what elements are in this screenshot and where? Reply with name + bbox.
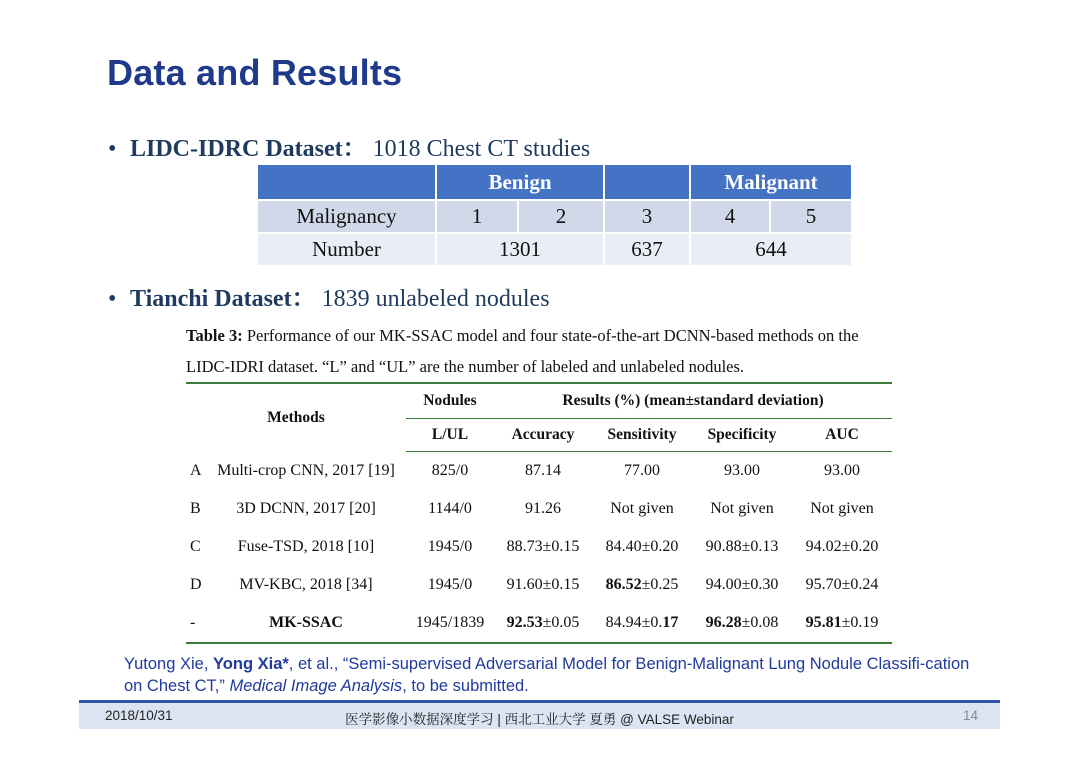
table-cell: Number (258, 234, 435, 265)
dataset-header-row (258, 165, 851, 199)
row-method: MK-SSAC (269, 614, 343, 631)
reference-title: , et al., “Semi-supervised Adversarial Model for Benign-Malignant Lung Nodule Classifi-cation on Chest CT,” (124, 655, 970, 695)
value-bold: 96.28 (705, 614, 742, 631)
header-results-group: Results (%) (mean±standard deviation) (494, 384, 892, 419)
reference-corresponding-author: Yong Xia* (213, 655, 289, 673)
header-lul: L/UL (406, 419, 494, 452)
dataset-table (256, 163, 853, 267)
value-rest: ±0.25 (641, 576, 679, 593)
row-lul: 1945/0 (427, 538, 473, 555)
row-auc: 95.70±0.24 (805, 576, 879, 593)
results-table (186, 384, 892, 642)
row-method: Multi-crop CNN, 2017 [19] (217, 461, 395, 479)
header-sensitivity: Sensitivity (592, 419, 692, 452)
row-accuracy (494, 604, 592, 642)
caption-text: Performance of our MK-SSAC model and four state-of-the-art DCNN-based methods on the LIDC-IDRI dataset. “L” and “UL” are the number of labeled and unlabeled nodules. (186, 326, 859, 376)
value-bold: 92.53 (506, 614, 543, 631)
row-auc: 94.02±0.20 (805, 538, 879, 555)
row-specificity: 94.00±0.30 (705, 576, 779, 593)
row-specificity: Not given (710, 500, 774, 517)
row-sensitivity (592, 604, 692, 642)
header-specificity: Specificity (692, 419, 792, 452)
row-sensitivity (592, 566, 692, 604)
bullet-lidc-label: LIDC-IDRC Dataset： (130, 136, 367, 162)
row-specificity (692, 604, 792, 642)
row-method: 3D DCNN, 2017 [20] (236, 500, 376, 517)
results-header-row-1 (186, 384, 892, 419)
row-id: C (190, 538, 201, 555)
dataset-header-empty-mid (605, 165, 689, 199)
row-specificity: 90.88±0.13 (705, 538, 779, 555)
table-cell: 637 (605, 234, 689, 265)
dataset-header-empty (258, 165, 435, 199)
row-lul: 1945/1839 (415, 614, 485, 631)
row-accuracy: 88.73±0.15 (506, 538, 580, 555)
row-specificity: 93.00 (724, 462, 760, 479)
row-sensitivity: 77.00 (624, 462, 660, 479)
dataset-row-number (258, 234, 851, 265)
table-row (186, 452, 892, 491)
reference-authors: Yutong Xie, (124, 655, 213, 673)
row-accuracy: 87.14 (525, 462, 561, 479)
row-lul: 1144/0 (428, 500, 472, 517)
value-rest: ±0.19 (841, 614, 879, 631)
row-auc (792, 604, 892, 642)
table-row (186, 528, 892, 566)
value-bold: 95.81 (805, 614, 842, 631)
dataset-header-benign: Benign (437, 165, 603, 199)
table-row-ours (186, 604, 892, 642)
row-auc: 93.00 (824, 462, 860, 479)
bullet-lidc-text: 1018 Chest CT studies (372, 136, 591, 162)
dataset-row-malignancy (258, 201, 851, 232)
row-method: MV-KBC, 2018 [34] (239, 576, 373, 593)
row-id: A (190, 461, 202, 479)
table-cell: 644 (691, 234, 851, 265)
header-nodules: Nodules (406, 384, 494, 419)
bullet-tianchi-label: Tianchi Dataset： (130, 286, 316, 312)
footer-page-number: 14 (962, 708, 978, 723)
value-bold: 86.52 (605, 576, 642, 593)
table-row (186, 490, 892, 528)
value-rest: ±0.05 (542, 614, 580, 631)
slide-footer (79, 700, 1000, 729)
value-rest: 84.94±0. (605, 614, 663, 631)
table-caption (186, 320, 901, 382)
table-cell: 3 (605, 201, 689, 232)
row-lul: 1945/0 (427, 576, 473, 593)
table-cell: 2 (519, 201, 603, 232)
dataset-header-malignant: Malignant (691, 165, 851, 199)
row-id: B (190, 500, 201, 517)
bullet-lidc (108, 128, 590, 163)
table-cell: Malignancy (258, 201, 435, 232)
value-rest: ±0.08 (741, 614, 779, 631)
row-id: - (190, 614, 196, 631)
bullet-dot: • (108, 136, 117, 162)
table-cell: 1301 (437, 234, 603, 265)
bullet-dot: • (108, 286, 117, 312)
row-lul: 825/0 (431, 462, 469, 479)
footer-center-text: 医学影像小数据深度学习 | 西北工业大学 夏勇 @ VALSE Webinar (345, 712, 734, 727)
reference-status: , to be submitted. (402, 677, 529, 695)
results-table-wrapper (186, 382, 892, 644)
table-row (186, 566, 892, 604)
reference-journal: Medical Image Analysis (229, 677, 403, 695)
row-auc: Not given (810, 500, 874, 517)
header-accuracy: Accuracy (494, 419, 592, 452)
bullet-tianchi (108, 278, 550, 313)
header-methods: Methods (267, 408, 325, 426)
caption-label: Table 3: (186, 326, 243, 345)
slide-title: Data and Results (107, 52, 403, 93)
row-sensitivity: Not given (610, 500, 674, 517)
reference-citation (124, 653, 984, 697)
table-cell: 4 (691, 201, 769, 232)
row-id: D (190, 576, 202, 593)
table-cell: 5 (771, 201, 851, 232)
row-method: Fuse-TSD, 2018 [10] (237, 538, 375, 555)
value-bold: 17 (662, 614, 679, 631)
row-accuracy: 91.26 (525, 500, 561, 517)
footer-date: 2018/10/31 (105, 708, 173, 723)
row-sensitivity: 84.40±0.20 (605, 538, 679, 555)
header-auc: AUC (792, 419, 892, 452)
row-accuracy: 91.60±0.15 (506, 576, 580, 593)
bullet-tianchi-text: 1839 unlabeled nodules (321, 286, 550, 312)
table-cell: 1 (437, 201, 517, 232)
